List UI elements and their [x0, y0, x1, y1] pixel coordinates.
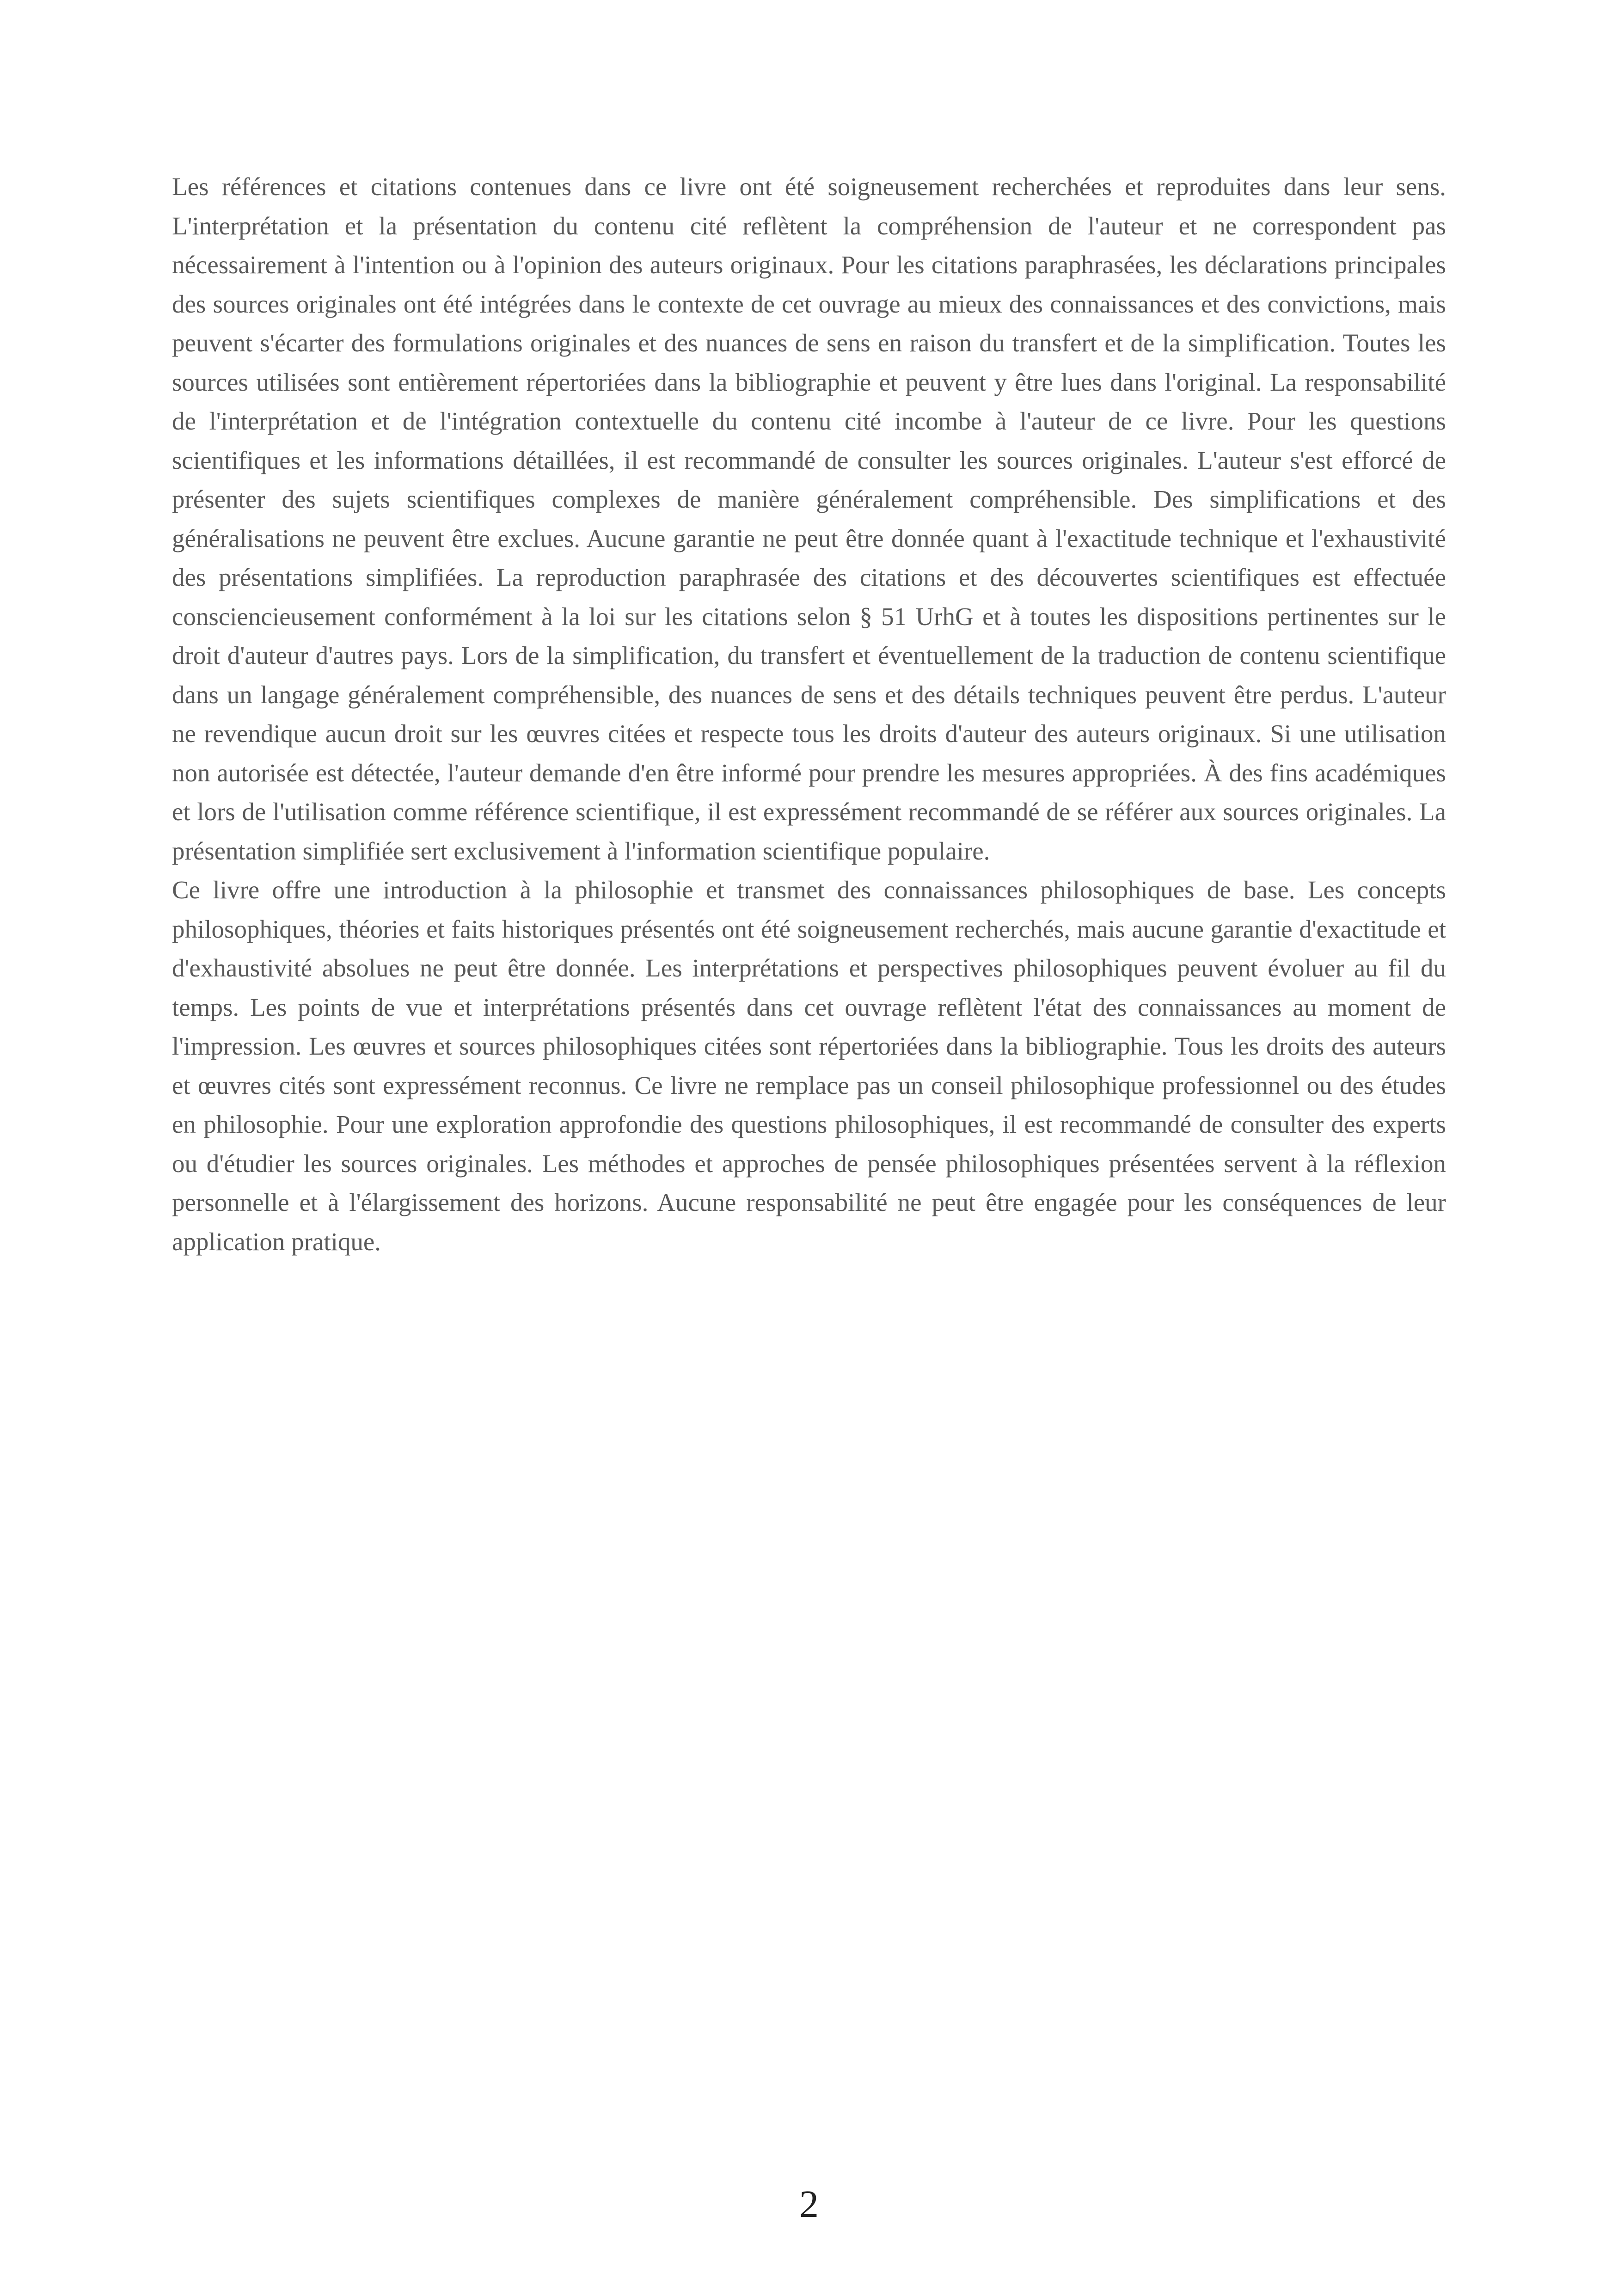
- paragraph-disclaimer-citations: Les références et citations contenues dans ce livre ont été soigneusement recherchées et reproduites dans leur sens. L'interprétation et la présentation du contenu cité reflètent la compréhension de l'auteur et ne correspondent pas nécessairement à l'intention ou à l'opinion des auteurs originaux. Pour les citations paraphrasées, les déclarations principales des sources originales ont été intégrées dans le contexte de cet ouvrage au mieux des connaissances et des convictions, mais peuvent s'écarter des formulations originales et des nuances de sens en raison du transfert et de la simplification. Toutes les sources utilisées sont entièrement répertoriées dans la bibliographie et peuvent y être lues dans l'original. La responsabilité de l'interprétation et de l'intégration contextuelle du contenu cité incombe à l'auteur de ce livre. Pour les questions scientifiques et les informations détaillées, il est recommandé de consulter les sources originales. L'auteur s'est efforcé de présenter des sujets scientifiques complexes de manière généralement compréhensible. Des simplifications et des généralisations ne peuvent être exclues. Aucune garantie ne peut être donnée quant à l'exactitude technique et l'exhaustivité des présentations simplifiées. La reproduction paraphrasée des citations et des découvertes scientifiques est effectuée consciencieusement conformément à la loi sur les citations selon § 51 UrhG et à toutes les dispositions pertinentes sur le droit d'auteur d'autres pays. Lors de la simplification, du transfert et éventuellement de la traduction de contenu scientifique dans un langage généralement compréhensible, des nuances de sens et des détails techniques peuvent être perdus. L'auteur ne revendique aucun droit sur les œuvres citées et respecte tous les droits d'auteur des auteurs originaux. Si une utilisation non autorisée est détectée, l'auteur demande d'en être informé pour prendre les mesures appropriées. À des fins académiques et lors de l'utilisation comme référence scientifique, il est expressément recommandé de se référer aux sources originales. La présentation simplifiée sert exclusivement à l'information scientifique populaire.: [172, 172, 1446, 865]
- page-number: 2: [799, 2183, 819, 2226]
- body-text: [172, 167, 1446, 1261]
- paragraph-disclaimer-philosophy: Ce livre offre une introduction à la philosophie et transmet des connaissances philosophiques de base. Les concepts philosophiques, théories et faits historiques présentés ont été soigneusement recherchés, mais aucune garantie d'exactitude et d'exhaustivité absolues ne peut être donnée. Les interprétations et perspectives philosophiques peuvent évoluer au fil du temps. Les points de vue et interprétations présentés dans cet ouvrage reflètent l'état des connaissances au moment de l'impression. Les œuvres et sources philosophiques citées sont répertoriées dans la bibliographie. Tous les droits des auteurs et œuvres cités sont expressément reconnus. Ce livre ne remplace pas un conseil philosophique professionnel ou des études en philosophie. Pour une exploration approfondie des questions philosophiques, il est recommandé de consulter des experts ou d'étudier les sources originales. Les méthodes et approches de pensée philosophiques présentées servent à la réflexion personnelle et à l'élargissement des horizons. Aucune responsabilité ne peut être engagée pour les conséquences de leur application pratique.: [172, 876, 1446, 1256]
